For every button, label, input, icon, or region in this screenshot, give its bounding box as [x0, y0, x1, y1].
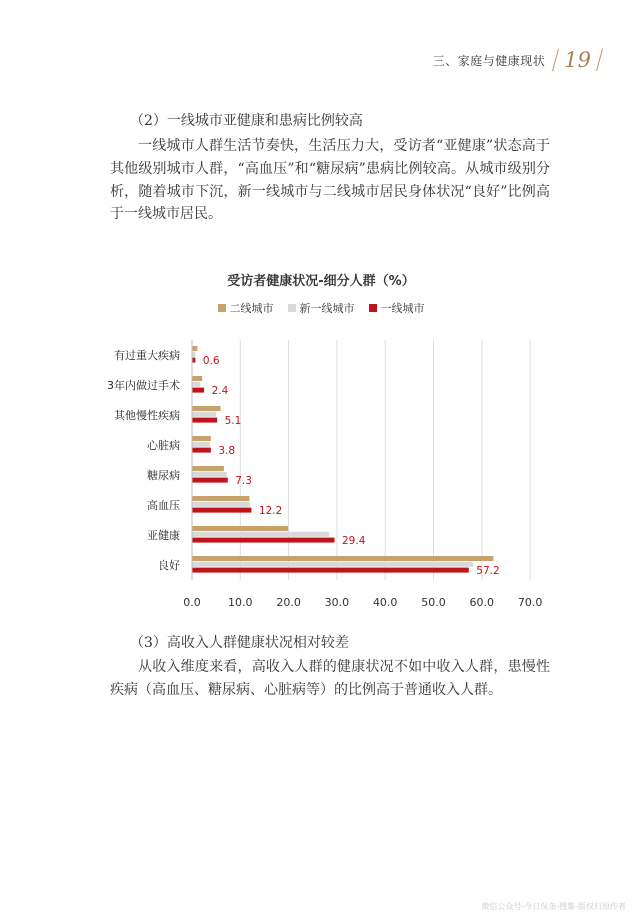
x-tick-label: 50.0 [421, 596, 446, 609]
bar [193, 388, 205, 393]
legend-item [218, 300, 274, 316]
page-number: 19 [564, 48, 591, 72]
bar [193, 496, 250, 501]
bar [193, 382, 201, 387]
bar [193, 562, 474, 567]
legend-swatch [218, 304, 226, 312]
legend-label: 一线城市 [380, 302, 425, 315]
bar [193, 556, 494, 561]
x-tick-label: 0.0 [183, 596, 201, 609]
x-tick-label: 10.0 [228, 596, 253, 609]
section-heading: （2）一线城市亚健康和患病比例较高 [130, 113, 363, 129]
data-label: 5.1 [224, 415, 242, 427]
data-label: 2.4 [211, 385, 229, 397]
bar [193, 466, 224, 471]
legend-swatch [288, 304, 296, 312]
health-bar-chart [0, 330, 642, 630]
bar [193, 508, 252, 513]
bar [193, 436, 211, 441]
data-label: 12.2 [258, 505, 283, 517]
bar [193, 448, 211, 453]
bar [193, 352, 196, 357]
legend-label: 新一线城市 [299, 302, 355, 315]
page-header [433, 48, 604, 72]
category-label: 糖尿病 [147, 469, 180, 482]
bar [193, 406, 221, 411]
data-label: 7.3 [235, 475, 252, 487]
bar [193, 376, 203, 381]
category-label: 高血压 [147, 499, 180, 512]
x-tick-label: 20.0 [276, 596, 301, 609]
legend-item [369, 300, 425, 316]
chart-legend [0, 300, 642, 316]
bar [193, 346, 198, 351]
bar [193, 442, 210, 447]
category-label: 有过重大疾病 [114, 349, 180, 362]
footer-watermark: 微信公众号-今日保条-搜集-版权归原作者 [481, 902, 626, 911]
chart-title: 受访者健康状况-细分人群（%） [227, 274, 415, 289]
section-paragraph: 一线城市人群生活节奏快，生活压力大，受访者“亚健康”状态高于其他级别城市人群，“高血压”和“糖尿病”患病比例较高。从城市级别分析，随着城市下沉，新一线城市与二线城市居民身体状况“良好”比例高于一线城市居民。 [110, 138, 550, 223]
data-label: 57.2 [476, 565, 500, 577]
bar [193, 472, 227, 477]
header-divider [552, 49, 559, 71]
data-label: 29.4 [342, 535, 366, 547]
bar [193, 532, 330, 537]
category-label: 3年内做过手术 [107, 379, 180, 392]
bar [193, 478, 228, 483]
category-label: 良好 [158, 559, 180, 572]
bar [193, 418, 218, 423]
bar [193, 358, 196, 363]
legend-item [288, 300, 355, 316]
x-tick-label: 60.0 [469, 596, 495, 609]
bar [193, 568, 469, 573]
x-tick-label: 40.0 [372, 596, 398, 609]
x-tick-label: 30.0 [324, 596, 350, 609]
bar [193, 526, 289, 531]
category-label: 其他慢性疾病 [114, 409, 180, 422]
bar [193, 412, 217, 417]
section-title: 三、家庭与健康现状 [432, 53, 546, 68]
bar [193, 538, 335, 543]
category-label: 心脏病 [147, 439, 180, 452]
section-paragraph: 从收入维度来看，高收入人群的健康状况不如中收入人群，患慢性疾病（高血压、糖尿病、心脏病等）的比例高于普通收入人群。 [110, 659, 550, 698]
data-label: 3.8 [218, 445, 236, 457]
section-heading: （3）高收入人群健康状况相对较差 [130, 635, 349, 651]
header-divider [596, 49, 603, 71]
legend-label: 二线城市 [229, 302, 274, 315]
x-tick-label: 70.0 [517, 596, 543, 609]
bar [193, 502, 250, 507]
legend-swatch [369, 304, 377, 312]
data-label: 0.6 [202, 355, 220, 367]
category-label: 亚健康 [147, 529, 180, 542]
